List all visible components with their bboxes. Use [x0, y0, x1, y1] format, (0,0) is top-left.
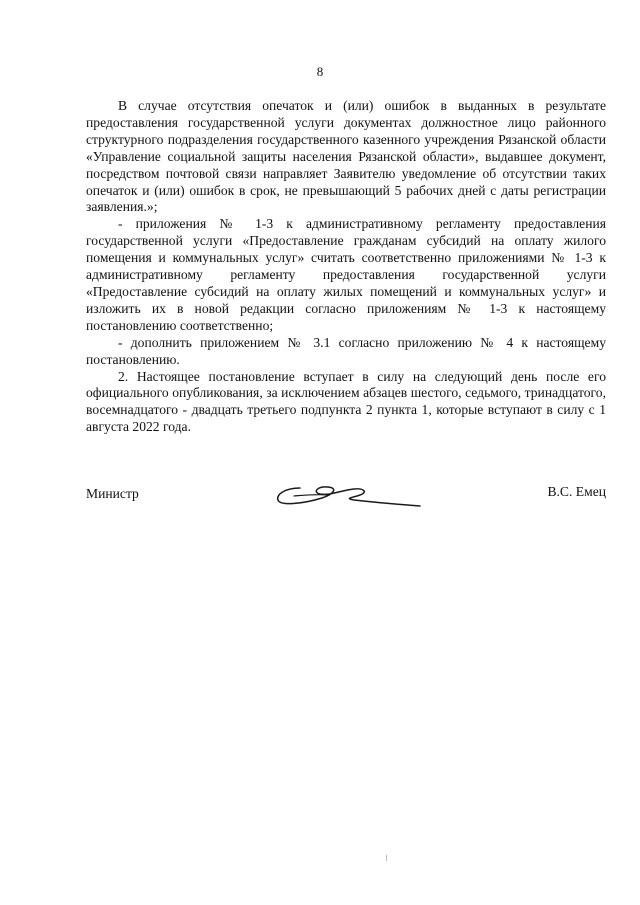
paragraph-appendices-renumber: - приложения № 1-3 к административному регламенту предоставления государственной услуги «Предоставление гражданам субсидий на оплату жилого помещения и коммунальных услуг» считать соответственно приложениями № 1-3 к административному регламенту предоставления государственной услуги «Предоставление субсидий на оплату жилых помещений и коммунальных услуг» и изложить их в новой редакции согласно приложениям № 1-3 к настоящему постановлению соответственно;	[86, 216, 606, 333]
scan-mark	[386, 855, 387, 861]
signature-block	[86, 478, 606, 518]
paragraph-effective-date: 2. Настоящее постановление вступает в силу на следующий день после его официального опубликования, за исключением абзацев шестого, седьмого, тринадцатого, восемнадцатого - двадцать третьего подпункта 2 пункта 1, которые вступают в силу с 1 августа 2022 года.	[86, 368, 606, 435]
signer-title: Министр	[86, 486, 139, 501]
signer-name: В.С. Емец	[547, 484, 606, 499]
document-body	[86, 98, 606, 436]
page-number: 8	[316, 64, 324, 79]
paragraph-appendix-add: - дополнить приложением № 3.1 согласно приложению № 4 к настоящему постановлению.	[86, 334, 606, 367]
handwritten-signature-icon	[272, 478, 422, 510]
paragraph-notification: В случае отсутствия опечаток и (или) ошибок в выданных в результате предоставления государственной услуги документах должностное лицо районного структурного подразделения государственного казенного учреждения Рязанской области «Управление социальной защиты населения Рязанской области», выдавшее документ, посредством почтовой связи направляет Заявителю уведомление об отсутствии таких опечаток и (или) ошибок в срок, не превышающий 5 рабочих дней с даты регистрации заявления.»;	[86, 98, 606, 215]
